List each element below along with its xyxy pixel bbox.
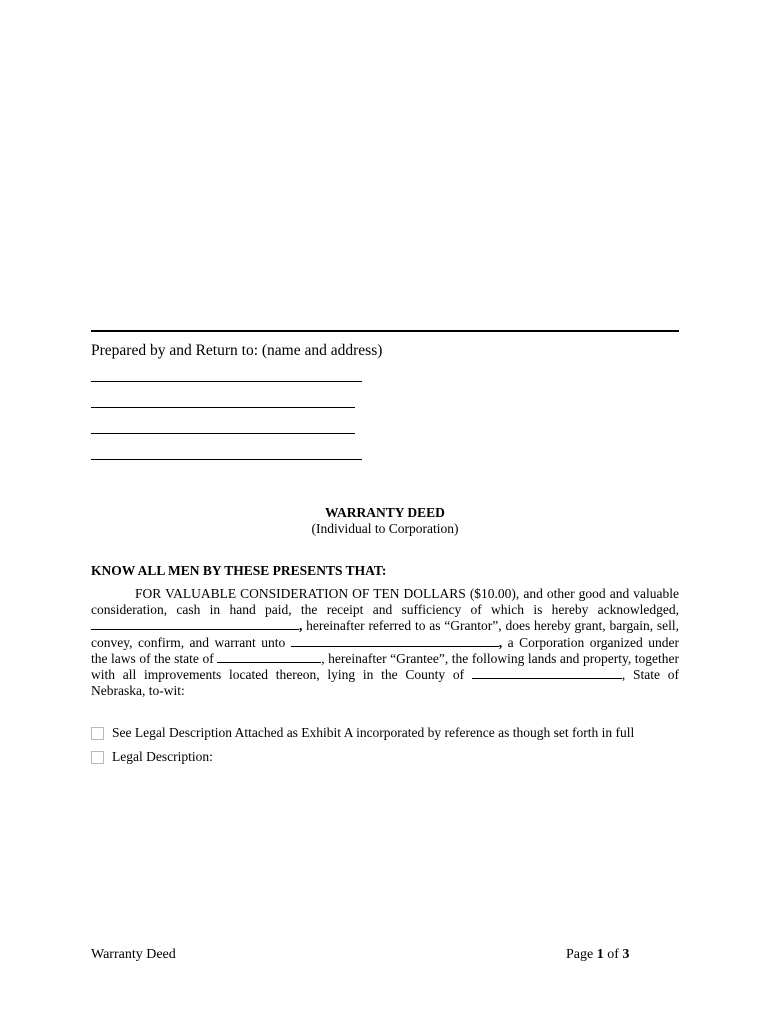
- legal-description-checkbox[interactable]: [91, 751, 104, 764]
- deed-body: [91, 586, 679, 699]
- consideration-text: FOR VALUABLE CONSIDERATION OF TEN DOLLARS ($10.00), and other good and valuable consideration, cash in hand paid, the receipt and sufficiency of which is hereby acknowledged,: [91, 586, 679, 618]
- know-all-men-heading: KNOW ALL MEN BY THESE PRESENTS THAT:: [91, 563, 387, 578]
- grantor-name-blank[interactable]: [91, 618, 299, 630]
- legal-description-row: [91, 749, 213, 765]
- exhibit-a-checkbox[interactable]: [91, 727, 104, 740]
- grantee-text: , hereinafter “Grantee”, the following lands and property, together with all improvements located thereon, lying in the County of: [91, 650, 679, 683]
- corporation-text: a Corporation organized under the laws of the state of: [91, 634, 679, 666]
- address-line-2[interactable]: [91, 407, 355, 408]
- county-blank[interactable]: [472, 667, 622, 679]
- state-blank[interactable]: [217, 651, 321, 663]
- grantor-text: hereinafter referred to as “Grantor”, does hereby grant, bargain, sell, convey, confirm, and warrant unto: [91, 618, 679, 650]
- legal-description-exhibit-row: [91, 725, 634, 741]
- grantee-comma: ,: [498, 634, 503, 650]
- address-line-3[interactable]: [91, 433, 355, 434]
- of-word: of: [607, 947, 619, 962]
- footer-page-number: [566, 947, 629, 963]
- grantor-comma: ,: [299, 618, 303, 634]
- exhibit-a-label: See Legal Description Attached as Exhibit A incorporated by reference as though set forth in full: [112, 725, 635, 740]
- address-line-1[interactable]: [91, 381, 362, 382]
- grantee-name-blank[interactable]: [291, 635, 499, 647]
- top-rule: [91, 330, 679, 332]
- total-pages: 3: [622, 947, 630, 962]
- legal-description-label: Legal Description:: [112, 749, 213, 764]
- state-text: , State of Nebraska, to-wit:: [91, 667, 679, 699]
- address-line-4[interactable]: [91, 459, 362, 460]
- document-title: WARRANTY DEED: [325, 505, 445, 520]
- prepared-by-label: Prepared by and Return to: (name and address): [91, 342, 383, 359]
- document-subtitle: (Individual to Corporation): [311, 521, 459, 536]
- current-page: 1: [596, 947, 604, 962]
- page-word: Page: [566, 947, 594, 962]
- footer-document-name: Warranty Deed: [91, 947, 176, 962]
